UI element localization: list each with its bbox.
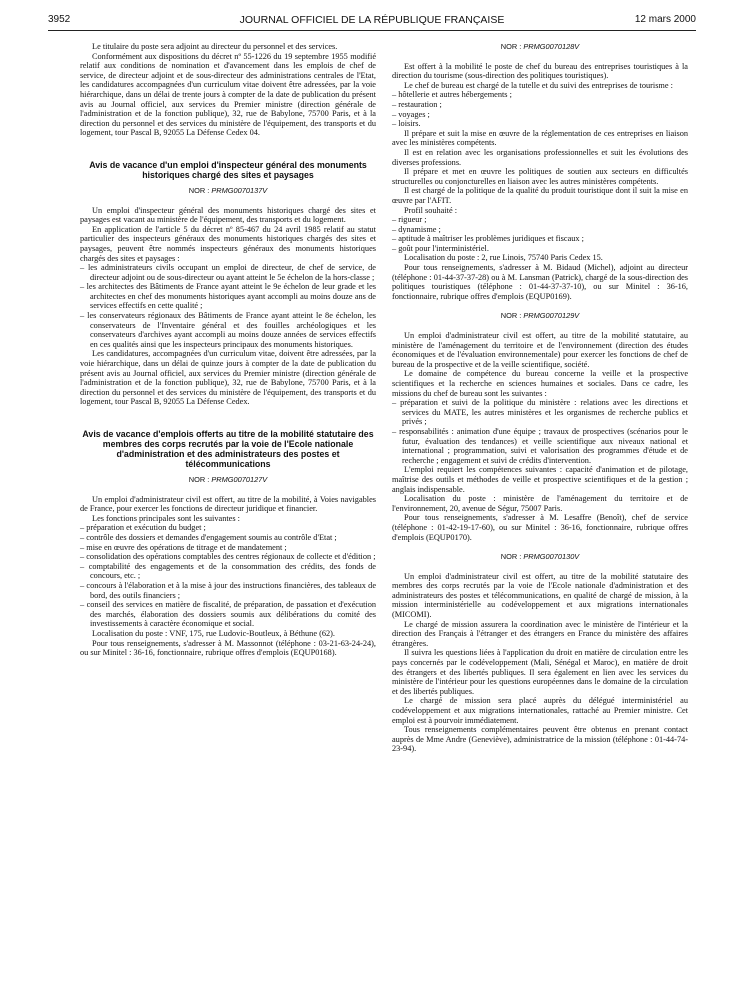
list-item: – consolidation des opérations comptables des centres régionaux de collecte et d'édition ; bbox=[80, 552, 376, 562]
page-number: 3952 bbox=[48, 14, 71, 25]
paragraph: En application de l'article 5 du décret nº 85-467 du 24 avril 1985 relatif au statut particulier des inspecteurs généraux des monuments historiques chargés des sites et paysages, peuvent être nommés inspecteurs généraux des monuments historiques chargés des sites et paysages : bbox=[80, 224, 376, 263]
list-item: – dynamisme ; bbox=[392, 225, 688, 235]
list-item: – les conservateurs régionaux des Bâtiments de France ayant atteint le 8e échelon, les conservateurs de l'Inventaire général et des fouilles archéologiques et les conservateurs d'archives ayant accompli au moins douze années de services effectifs en ces qualités ainsi que les inspecteurs principaux des monuments historiques. bbox=[80, 311, 376, 349]
paragraph: L'emploi requiert les compétences suivantes : capacité d'animation et de pilotage, maîtrise des outils et méthodes de veille et prospective scientifiques et de la gestion ; anglais indispensable. bbox=[392, 465, 688, 494]
paragraph: Il est chargé de la politique de la qualité du produit touristique dont il suit la mise en œuvre par l'AFIT. bbox=[392, 186, 688, 205]
paragraph: Le titulaire du poste sera adjoint au directeur du personnel et des services. bbox=[92, 42, 338, 51]
paragraph: Les fonctions principales sont les suivantes : bbox=[92, 513, 240, 523]
paragraph: Un emploi d'administrateur civil est offert, au titre de la mobilité statutaire, au ministère de l'aménagement du territoire et de l'environnement (direction des études économiques et de l'évaluation environnementale) pour exercer les fonctions de chef de bureau de la prospective et de la veille scientifique, société. bbox=[392, 331, 688, 369]
nor-reference: NOR : PRMG0070128V bbox=[500, 42, 580, 51]
list-item: – conseil des services en matière de fiscalité, de préparation, de passation et d'exécution des marchés, élaboration des dossiers soumis aux délibérations du comité des investissements à caractère économique et social. bbox=[80, 600, 376, 629]
list-item: – goût pour l'interministériel. bbox=[392, 244, 688, 254]
bullet-list bbox=[392, 215, 688, 253]
list-item: – loisirs. bbox=[392, 119, 688, 129]
list-item: – concours à l'élaboration et à la mise à jour des instructions financières, des tableaux de bord, des outils financiers ; bbox=[80, 581, 376, 600]
list-item: – restauration ; bbox=[392, 100, 688, 110]
notice-title: Avis de vacance d'un emploi d'inspecteur général des monuments historiques chargé des sites et paysages bbox=[89, 159, 367, 180]
paragraph: Un emploi d'administrateur civil est offert, au titre de la mobilité, à Voies navigables de France, pour exercer les fonctions de directeur juridique et financier. bbox=[80, 494, 376, 514]
list-item: – aptitude à maîtriser les problèmes juridiques et fiscaux ; bbox=[392, 234, 688, 244]
bullet-list bbox=[80, 523, 376, 629]
list-item: – les administrateurs civils occupant un emploi de directeur, de chef de service, de directeur adjoint ou de sous-directeur ou ayant atteint le 5e échelon de la hors-classe ; bbox=[80, 263, 376, 282]
list-item: – comptabilité des engagements et de la consommation des crédits, des fonds de concours, etc. ; bbox=[80, 562, 376, 581]
paragraph: Pour tous renseignements, s'adresser à M. Lesaffre (Benoît), chef de service (téléphone : 01-42-19-17-60), ou sur Minitel : 36-16, fonctionnaire, rubrique offres d'emplois (EQUP0170). bbox=[392, 513, 688, 542]
paragraph: Localisation du poste : 2, rue Linois, 75740 Paris Cedex 15. bbox=[404, 253, 603, 263]
paragraph: Il suivra les questions liées à l'application du droit en matière de circulation entre les pays concernés par le codéveloppement (Mali, Sénégal et Maroc), en matière de droit des étrangers et des libertés publiques. Il sera également en lien avec les services du ministère de l'intérieur pour les questions européennes dans le domaine de la circulation et des libertés publiques. bbox=[392, 648, 688, 696]
paragraph: Pour tous renseignements, s'adresser à M. Massonnot (téléphone : 03-21-63-24-24), ou sur Minitel : 36-16, fonctionnaire, rubrique offres d'emplois (EQUP0168). bbox=[80, 638, 376, 658]
header-rule bbox=[48, 30, 696, 31]
list-item: – les architectes des Bâtiments de France ayant atteint le 9e échelon de leur grade et les architectes en chef des monuments historiques ayant accompli au moins douze ans de services effectifs en cette qualité ; bbox=[80, 282, 376, 311]
bullet-list bbox=[80, 263, 376, 349]
paragraph: Conformément aux dispositions du décret nº 55-1226 du 19 septembre 1955 modifié relatif aux conditions de nomination et d'avancement dans les emplois de chef de service, de directeur adjoint et de sous-directeur des administrations centrales de l'Etat, les candidatures accompagnées d'un curriculum vitae doivent être adressées, par la voie hiérarchique, dans un délai de trente jours à compter de la date de publication du présent avis au Journal officiel, aux services du Premier ministre (direction générale de l'administration et de la fonction publique), 32, rue de Babylone, 75700 Paris, et à la direction du personnel et des services du ministère de l'équipement, des transports et du logement, tour Pascal B, 92055 La Défense Cedex 04. bbox=[80, 51, 376, 138]
journal-title: JOURNAL OFFICIEL DE LA RÉPUBLIQUE FRANÇAISE bbox=[239, 14, 505, 26]
right-column bbox=[392, 42, 688, 754]
list-item: – responsabilités : animation d'une équipe ; travaux de prospectives (scénarios pour le futur, évaluation des tendances) et veille scientifique aux niveaux national et international ; programmation, suivi et valorisation des programmes d'étude et de recherche ; engagement et suivi de crédits d'intervention. bbox=[392, 427, 688, 465]
nor-reference: NOR : PRMG0070130V bbox=[500, 552, 580, 562]
list-item: – préparation et exécution du budget ; bbox=[80, 523, 376, 533]
notice-title: Avis de vacance d'emplois offerts au titre de la mobilité statutaire des membres des corps recrutés par la voie de l'Ecole nationale d'administration et des administrateurs des postes et télécommunications bbox=[82, 429, 374, 469]
paragraph: Un emploi d'inspecteur général des monuments historiques chargé des sites et paysages est vacant au ministère de l'équipement, des transports et du logement. bbox=[80, 205, 376, 225]
paragraph: Est offert à la mobilité le poste de chef du bureau des entreprises touristiques à la direction du tourisme (sous-direction des politiques touristiques). bbox=[392, 61, 688, 81]
list-item: – préparation et suivi de la politique du ministère : relations avec les directions et services du MATE, les autres ministères et les organismes de recherche publics et privés ; bbox=[392, 398, 688, 427]
paragraph: Il est en relation avec les organisations professionnelles et suit les évolutions des diverses professions. bbox=[392, 147, 688, 167]
publication-date: 12 mars 2000 bbox=[634, 14, 696, 25]
left-column bbox=[80, 42, 376, 658]
list-item: – voyages ; bbox=[392, 110, 688, 120]
paragraph: Localisation du poste : ministère de l'aménagement du territoire et de l'environnement, 20, avenue de Ségur, 75007 Paris. bbox=[392, 494, 688, 513]
list-item: – rigueur ; bbox=[392, 215, 688, 225]
paragraph: Le domaine de compétence du bureau concerne la veille et la prospective scientifiques et la recherche en sciences humaines et sociales. Dans ce cadre, les missions du chef de bureau sont les suivantes : bbox=[392, 369, 688, 398]
nor-reference: NOR : PRMG0070127V bbox=[188, 475, 268, 484]
list-item: – contrôle des dossiers et demandes d'engagement soumis au contrôle d'Etat ; bbox=[80, 533, 376, 543]
paragraph: Il prépare et suit la mise en œuvre de la réglementation de ces entreprises en liaison avec les ministères compétents. bbox=[392, 128, 688, 148]
paragraph: Le chargé de mission sera placé auprès du délégué interministériel au codéveloppement et aux migrations internationales, rattaché au Premier ministre. Cet emploi est à pourvoir immédiatement. bbox=[392, 696, 688, 725]
paragraph: Un emploi d'administrateur civil est offert, au titre de la mobilité statutaire des membres des corps recrutés par la voie de l'Ecole nationale d'administration et des administrateurs des postes et télécommunications, en qualité de chargé de mission, à la mission interministérielle au codéveloppement et aux migrations internationales (MICOMI). bbox=[392, 571, 688, 620]
paragraph: Tous renseignements complémentaires peuvent être obtenus en prenant contact auprès de Mme Andre (Geneviève), administratrice de la mission (téléphone : 01-44-74-23-94). bbox=[392, 725, 688, 754]
paragraph: Pour tous renseignements, s'adresser à M. Bidaud (Michel), adjoint au directeur (téléphone : 01-44-37-37-28) ou à M. Lansman (Patrick), chargé de la sous-direction des politiques touristiques (téléphone : 01-44-37-37-10), ou sur Minitel : 36-16, fonctionnaire, rubrique offres d'emplois (EQUP0169). bbox=[392, 263, 688, 301]
bullet-list bbox=[392, 90, 688, 128]
list-item: – hôtellerie et autres hébergements ; bbox=[392, 90, 688, 100]
nor-reference: NOR : PRMG0070129V bbox=[500, 311, 580, 321]
bullet-list bbox=[392, 398, 688, 465]
list-item: – mise en œuvre des opérations de titrage et de mandatement ; bbox=[80, 543, 376, 553]
paragraph: Il prépare et met en œuvre les politiques de soutien aux secteurs en difficultés structurelles ou conjoncturelles en liaison avec les autres ministères compétents. bbox=[392, 167, 688, 186]
paragraph: Le chef de bureau est chargé de la tutelle et du suivi des entreprises de tourisme : bbox=[404, 80, 673, 90]
paragraph: Localisation du poste : VNF, 175, rue Ludovic-Boutleux, à Béthune (62). bbox=[92, 628, 335, 638]
page-header bbox=[48, 14, 696, 28]
paragraph: Les candidatures, accompagnées d'un curriculum vitae, doivent être adressées, par la voie hiérarchique, dans un délai de quinze jours à compter de la date de publication du présent avis au Journal officiel, aux services du Premier ministre (direction générale de l'administration et de la fonction publique), 32, rue de Babylone, 75700 Paris, et à la direction du personnel et des services du ministère de l'équipement, des transports et du logement, tour Pascal B, 92055 La Défense Cedex. bbox=[80, 349, 376, 407]
nor-reference: NOR : PRMG0070137V bbox=[188, 185, 268, 195]
paragraph: Profil souhaité : bbox=[404, 205, 458, 215]
paragraph: Le chargé de mission assurera la coordination avec le ministère de l'intérieur et la direction des Français à l'étranger et des étrangers en France du ministère des affaires étrangères. bbox=[392, 619, 688, 648]
